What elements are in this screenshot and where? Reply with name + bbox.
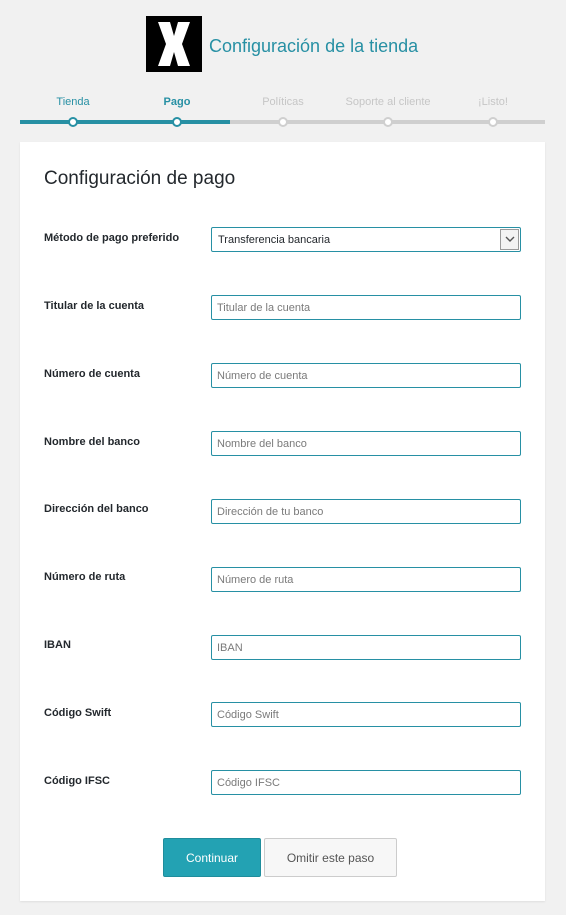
payment-setup-card xyxy=(20,142,545,901)
step-dot-politicas xyxy=(278,117,288,127)
step-label-soporte: Soporte al cliente xyxy=(345,96,431,108)
skip-step-button[interactable]: Omitir este paso xyxy=(264,838,397,877)
x-logo-icon xyxy=(146,16,202,72)
chevron-down-icon[interactable] xyxy=(500,229,519,250)
ifsc-code-label: Código IFSC xyxy=(44,775,110,787)
continue-button[interactable]: Continuar xyxy=(163,838,261,877)
setup-steps-progress xyxy=(20,96,545,130)
page-title: Configuración de la tienda xyxy=(209,36,419,56)
swift-code-input[interactable] xyxy=(211,702,521,727)
bank-address-input[interactable] xyxy=(211,499,521,524)
step-dot-tienda xyxy=(68,117,78,127)
bank-address-label: Dirección del banco xyxy=(44,503,149,515)
ifsc-code-input[interactable] xyxy=(211,770,521,795)
iban-input[interactable] xyxy=(211,635,521,660)
account-number-label: Número de cuenta xyxy=(44,368,140,380)
step-dot-soporte xyxy=(383,117,393,127)
account-holder-label: Titular de la cuenta xyxy=(44,300,145,312)
payment-method-select[interactable] xyxy=(211,227,521,252)
step-label-politicas: Políticas xyxy=(262,96,304,108)
payment-method-label: Método de pago preferido xyxy=(44,232,180,244)
routing-number-label: Número de ruta xyxy=(44,571,126,583)
step-label-pago: Pago xyxy=(163,96,191,108)
swift-code-label: Código Swift xyxy=(44,707,112,719)
step-dot-pago xyxy=(172,117,182,127)
routing-number-input[interactable] xyxy=(211,567,521,592)
bank-name-input[interactable] xyxy=(211,431,521,456)
account-holder-input[interactable] xyxy=(211,295,521,320)
steps-track-progress xyxy=(20,120,230,124)
iban-label: IBAN xyxy=(44,639,71,651)
step-label-tienda[interactable]: Tienda xyxy=(56,96,90,108)
payment-method-value: Transferencia bancaria xyxy=(218,234,331,246)
step-label-listo: ¡Listo! xyxy=(478,96,508,108)
step-dot-listo xyxy=(488,117,498,127)
page-header xyxy=(0,16,566,74)
form-title: Configuración de pago xyxy=(44,168,236,189)
bank-name-label: Nombre del banco xyxy=(44,436,140,448)
account-number-input[interactable] xyxy=(211,363,521,388)
